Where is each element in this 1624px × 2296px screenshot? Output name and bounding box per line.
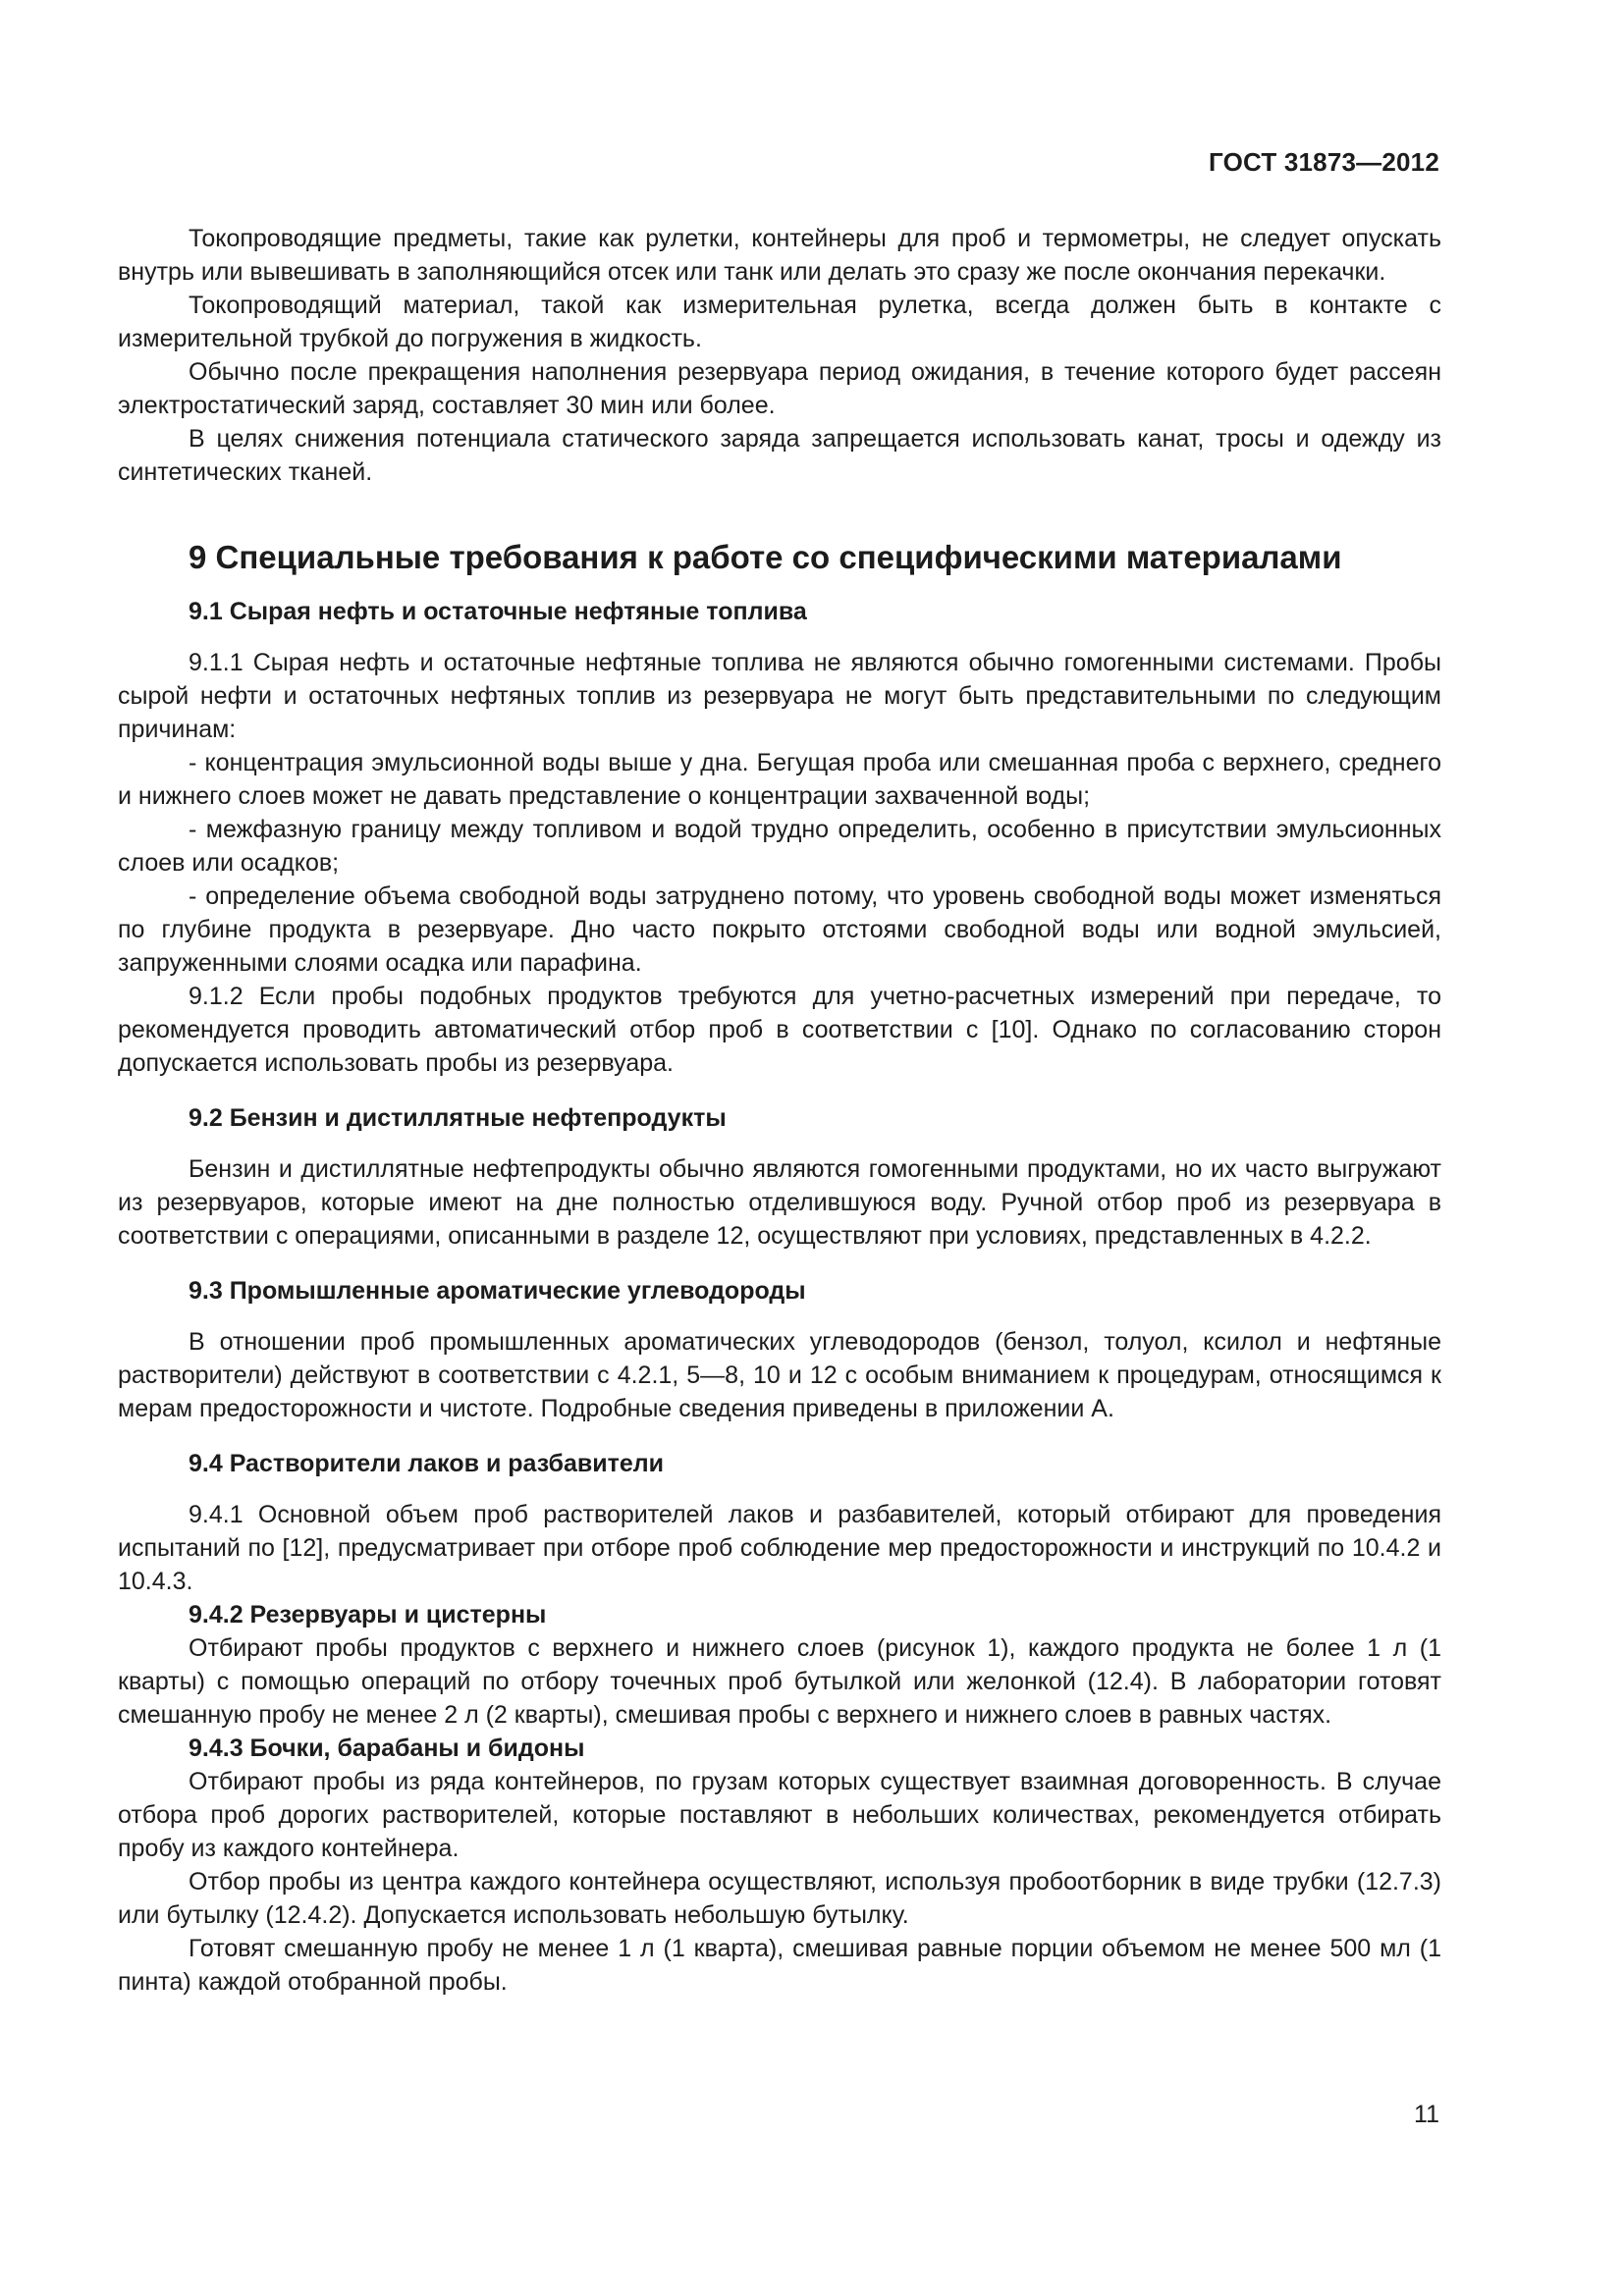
paragraph: Обычно после прекращения наполнения резервуара период ожидания, в течение которого будет рассеян электростатический заряд, составляет 30 мин или более. [118,358,1441,419]
paragraph: Отбирают пробы продуктов с верхнего и нижнего слоев (рисунок 1), каждого продукта не более 1 л (1 кварты) с помощью операций по отбору точечных проб бутылкой или желонкой (12.4). В лаборатории готовят смешанную пробу не менее 2 л (2 кварты), смешивая пробы с верхнего и нижнего слоев в равных частях. [118,1634,1441,1729]
subsection-title: 9.2 Бензин и дистиллятные нефтепродукты [189,1104,727,1132]
subsubsection-title: 9.4.2 Резервуары и цистерны [189,1601,547,1629]
subsubsection-title: 9.4.3 Бочки, барабаны и бидоны [189,1735,585,1762]
page-number: 11 [1414,2101,1439,2128]
list-item: - межфазную границу между топливом и водой трудно определить, особенно в присутствии эмульсионных слоев или осадков; [118,816,1441,877]
list-item: - концентрация эмульсионной воды выше у дна. Бегущая проба или смешанная проба с верхнего, среднего и нижнего слоев может не давать представление о концентрации захваченной воды; [118,749,1441,810]
document-code: ГОСТ 31873—2012 [1209,147,1439,177]
subsection-title: 9.3 Промышленные ароматические углеводороды [189,1277,806,1305]
paragraph: Отбирают пробы из ряда контейнеров, по грузам которых существует взаимная договоренность. В случае отбора проб дорогих растворителей, которые поставляют в небольших количествах, рекомендуется отбирать пробу из каждого контейнера. [118,1768,1441,1862]
subsection-title: 9.1 Сырая нефть и остаточные нефтяные топлива [189,598,807,625]
paragraph: 9.4.1 Основной объем проб растворителей лаков и разбавителей, который отбирают для проведения испытаний по [12], предусматривает при отборе проб соблюдение мер предосторожности и инструкций по 10.4.2 и 10.4.3. [118,1501,1441,1595]
section-title: 9 Специальные требования к работе со специфическими материалами [189,539,1342,575]
paragraph: Готовят смешанную пробу не менее 1 л (1 кварта), смешивая равные порции объемом не менее 500 мл (1 пинта) каждой отобранной пробы. [118,1935,1441,1996]
paragraph: Бензин и дистиллятные нефтепродукты обычно являются гомогенными продуктами, но их часто выгружают из резервуаров, которые имеют на дне полностью отделившуюся воду. Ручной отбор проб из резервуара в соответствии с операциями, описанными в разделе 12, осуществляют при условиях, представленных в 4.2.2. [118,1155,1441,1250]
paragraph: 9.1.1 Сырая нефть и остаточные нефтяные топлива не являются обычно гомогенными системами. Пробы сырой нефти и остаточных нефтяных топлив из резервуара не могут быть представительными по следующим причинам: [118,649,1441,743]
subsection-title: 9.4 Растворители лаков и разбавители [189,1450,665,1477]
paragraph: Токопроводящий материал, такой как измерительная рулетка, всегда должен быть в контакте с измерительной трубкой до погружения в жидкость. [118,292,1441,352]
paragraph: Токопроводящие предметы, такие как рулетки, контейнеры для проб и термометры, не следует опускать внутрь или вывешивать в заполняющийся отсек или танк или делать это сразу же после окончания перекачки. [118,225,1441,286]
paragraph: Отбор пробы из центра каждого контейнера осуществляют, используя пробоотборник в виде трубки (12.7.3) или бутылку (12.4.2). Допускается использовать небольшую бутылку. [118,1868,1441,1929]
paragraph: 9.1.2 Если пробы подобных продуктов требуются для учетно-расчетных измерений при передаче, то рекомендуется проводить автоматический отбор проб в соответствии с [10]. Однако по согласованию сторон допускается использовать пробы из резервуара. [118,983,1441,1077]
list-item: - определение объема свободной воды затруднено потому, что уровень свободной воды может изменяться по глубине продукта в резервуаре. Дно часто покрыто отстоями свободной воды или водной эмульсией, запруженными слоями осадка или парафина. [118,882,1441,977]
paragraph: В отношении проб промышленных ароматических углеводородов (бензол, толуол, ксилол и нефтяные растворители) действуют в соответствии с 4.2.1, 5—8, 10 и 12 с особым вниманием к процедурам, относящимся к мерам предосторожности и чистоте. Подробные сведения приведены в приложении А. [118,1328,1441,1422]
paragraph: В целях снижения потенциала статического заряда запрещается использовать канат, тросы и одежду из синтетических тканей. [118,425,1441,486]
page-content [118,222,1441,1999]
